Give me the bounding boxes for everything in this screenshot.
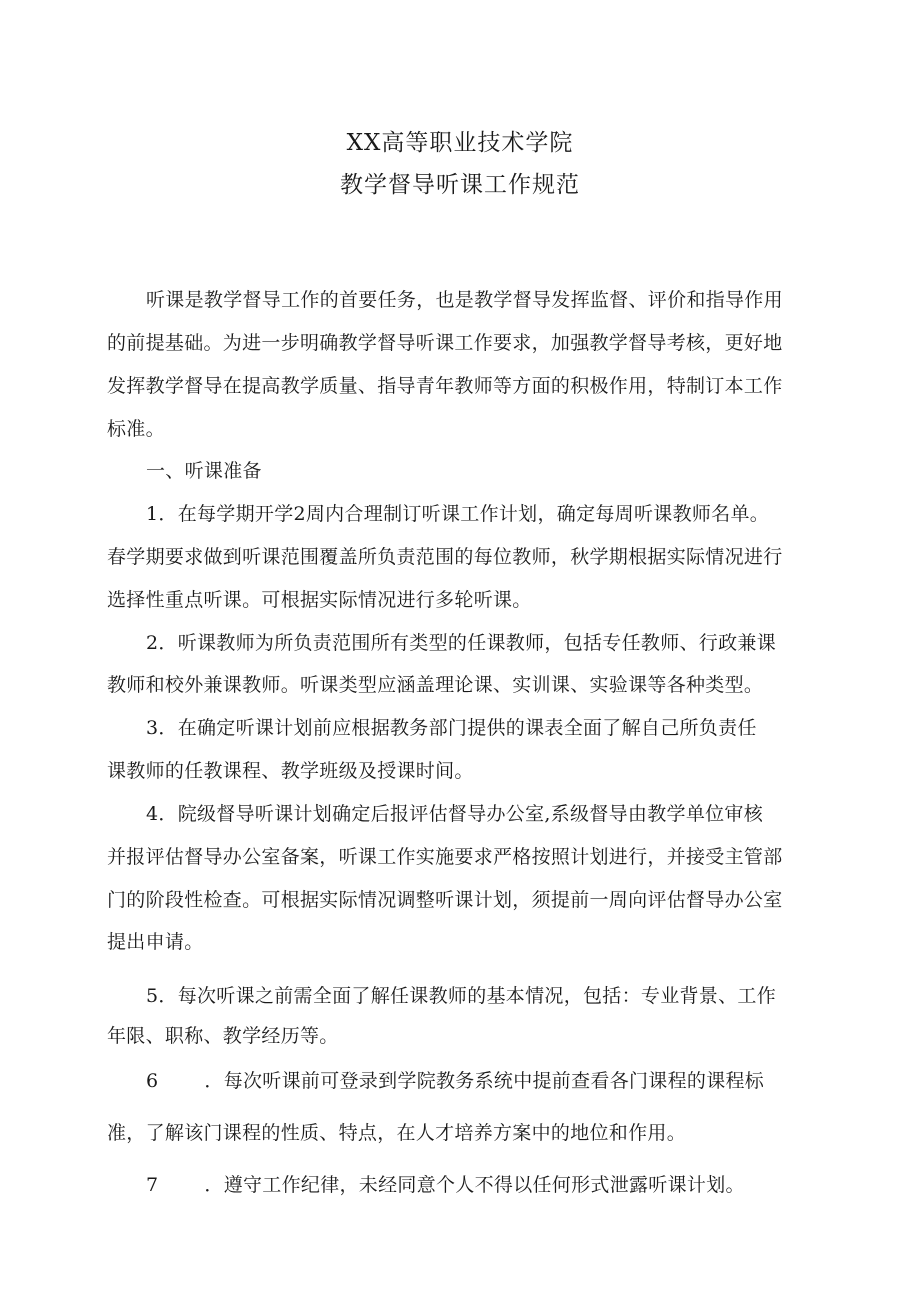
item-6-line-1: [146, 1068, 764, 1094]
intro-line-3: 发挥教学督导在提高教学质量、指导青年教师等方面的积极作用，特制订本工作: [107, 375, 783, 397]
item-1-line-3: 选择性重点听课。可根据实际情况进行多轮听课。: [107, 589, 532, 611]
intro-line-1: 听课是教学督导工作的首要任务，也是教学督导发挥监督、评价和指导作用: [146, 289, 783, 311]
item-2-line-2: 教师和校外兼课教师。听课类型应涵盖理论课、实训课、实验课等各种类型。: [107, 674, 764, 696]
item-7-number: 7: [146, 1174, 159, 1196]
item-5-line-1: 5．每次听课之前需全面了解任课教师的基本情况，包括：专业背景、工作: [146, 985, 776, 1007]
item-5-line-2: 年限、职称、教学经历等。: [107, 1025, 339, 1047]
item-4-line-2: 并报评估督导办公室备案，听课工作实施要求严格按照计划进行，并接受主管部: [107, 846, 783, 868]
item-3-line-1: 3．在确定听课计划前应根据教务部门提供的课表全面了解自己所负责任: [146, 717, 757, 739]
document-title-subject: 教学督导听课工作规范: [340, 172, 580, 198]
item-7-line-1: [146, 1172, 745, 1198]
item-1-line-2: 春学期要求做到听课范围覆盖所负责范围的每位教师，秋学期根据实际情况进行: [107, 546, 783, 568]
item-6-number: 6: [146, 1070, 159, 1092]
item-6-line-2: 准，了解该门课程的性质、特点，在人才培养方案中的地位和作用。: [107, 1122, 687, 1144]
section-heading: 一、听课准备: [146, 460, 262, 482]
item-2-line-1: 2．听课教师为所负责范围所有类型的任课教师，包括专任教师、行政兼课: [146, 632, 776, 654]
item-4-line-1: 4．院级督导听课计划确定后报评估督导办公室,系级督导由教学单位审核: [146, 803, 764, 825]
item-3-line-2: 课教师的任教课程、教学班级及授课时间。: [107, 760, 474, 782]
item-4-line-4: 提出申请。: [107, 931, 204, 953]
item-6-text: ．每次听课前可登录到学院教务系统中提前查看各门课程的课程标: [204, 1070, 765, 1092]
intro-line-4: 标准。: [107, 418, 165, 440]
item-1-line-1: 1．在每学期开学2周内合理制订听课工作计划，确定每周听课教师名单。: [146, 503, 770, 525]
document-title-institution: XX高等职业技术学院: [346, 130, 574, 156]
intro-line-2: 的前提基础。为进一步明确教学督导听课工作要求，加强教学督导考核，更好地: [107, 332, 783, 354]
item-7-text: ．遵守工作纪律，未经同意个人不得以任何形式泄露听课计划。: [204, 1174, 745, 1196]
item-4-line-3: 门的阶段性检查。可根据实际情况调整听课计划，须提前一周向评估督导办公室: [107, 889, 783, 911]
